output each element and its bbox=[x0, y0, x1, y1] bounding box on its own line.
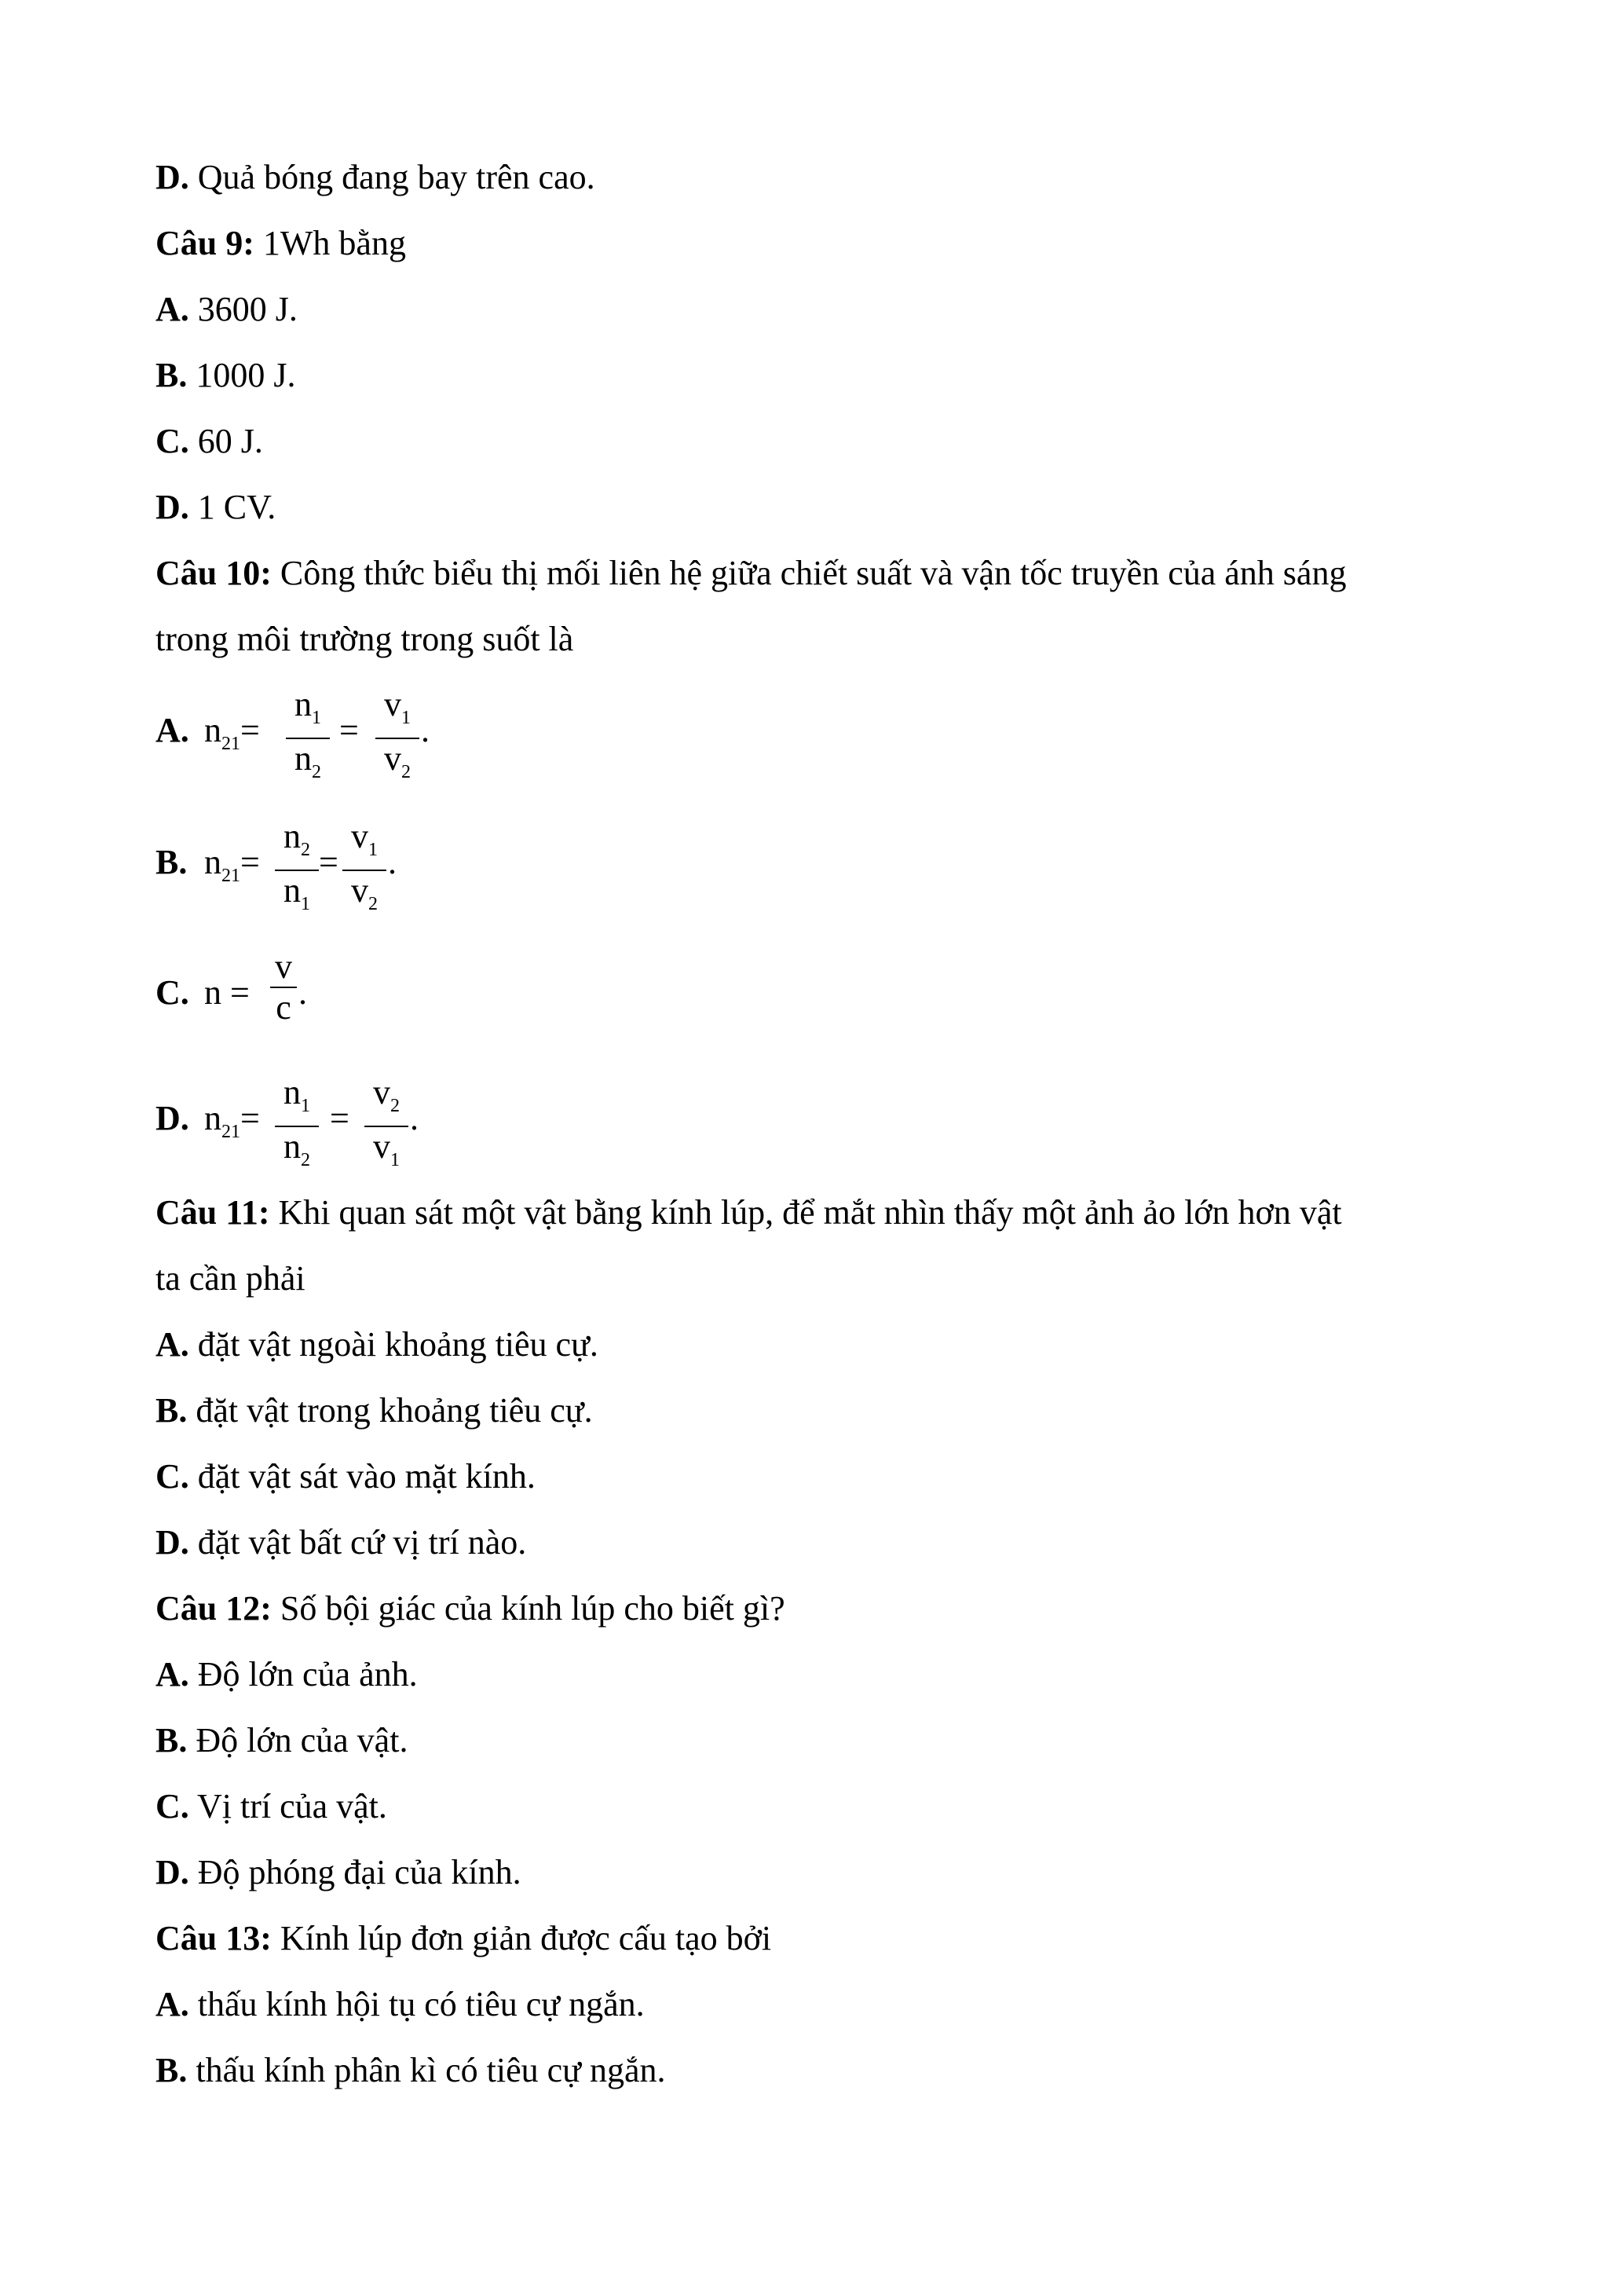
fraction: $v_1$ $v_2$ bbox=[375, 685, 419, 792]
question-text-continuation: ta cần phải bbox=[155, 1259, 305, 1298]
question-12: Câu 12: Số bội giác của kính lúp cho biết gì? bbox=[155, 1589, 785, 1628]
question-10: Câu 10: Công thức biểu thị mối liên hệ giữa chiết suất và vận tốc truyền của ánh sáng bbox=[155, 554, 1347, 592]
fraction: $n_1$ $n_2$ bbox=[286, 685, 330, 792]
option-line: A. 3600 J. bbox=[155, 290, 298, 328]
formula-lhs: $n_{21}=$ bbox=[204, 711, 260, 754]
formula-lhs: $n_{21}=$ bbox=[204, 1099, 260, 1142]
option-line: B. đặt vật trong khoảng tiêu cự. bbox=[155, 1391, 593, 1430]
option-line: B. Độ lớn của vật. bbox=[155, 1721, 408, 1760]
option-line: D. 1 CV. bbox=[155, 488, 276, 526]
option-line: D. Quả bóng đang bay trên cao. bbox=[155, 158, 595, 196]
fraction: $n_2$ $n_1$ bbox=[275, 817, 319, 924]
option-line: C. đặt vật sát vào mặt kính. bbox=[155, 1457, 536, 1496]
option-line: A. đặt vật ngoài khoảng tiêu cự. bbox=[155, 1325, 598, 1364]
fraction: $v_1$ $v_2$ bbox=[342, 817, 386, 924]
question-11: Câu 11: Khi quan sát một vật bằng kính lúp, để mắt nhìn thấy một ảnh ảo lớn hơn vật bbox=[155, 1193, 1342, 1232]
document-page: D. Quả bóng đang bay trên cao. Câu 9: 1Wh bằng A. 3600 J. B. 1000 J. C. 60 J. D. 1 CV. Câu 10: Công thức biểu thị mối liên hệ giữa chiết suất và vận tốc truyền của ánh sáng trong môi trường trong suốt là A. $n_{21}=$ $n_1$ $n_2$ = $v_1$ $v_2$ . B. $n_{21}=$ $n_2$ $n_1$ = $v_1$ $v_2$ . C. n = v c . D. $n_{21}=$ $n_1$ $n_2$ = $v_2$ $v_1$ . Câu 11: Khi quan sát một vật bằng kính lúp, để mắt nhìn thấy một ảnh ảo lớn hơn vật ta cần phải A. đặt vật ngoài khoảng tiêu cự. B. đặt vật trong khoảng tiêu cự. C. đặt vật sát vào mặt kính. D. đặt vật bất cứ vị trí nào. Câu 12: Số bội giác của kính lúp cho biết gì? A. Độ lớn của ảnh. B. Độ lớn của vật. C. Vị trí của vật. D. Độ phóng đại của kính. Câu 13: Kính lúp đơn giản được cấu tạo bởi A. thấu kính hội tụ có tiêu cự ngắn. B. thấu kính phân kì có tiêu cự ngắn. bbox=[0, 0, 1624, 2296]
option-line: A. thấu kính hội tụ có tiêu cự ngắn. bbox=[155, 1985, 645, 2023]
option-line: D. Độ phóng đại của kính. bbox=[155, 1853, 521, 1891]
fraction: v c bbox=[270, 947, 297, 1027]
fraction: $n_1$ $n_2$ bbox=[275, 1073, 319, 1180]
option-line: C. Vị trí của vật. bbox=[155, 1787, 387, 1825]
question-13: Câu 13: Kính lúp đơn giản được cấu tạo bởi bbox=[155, 1919, 772, 1957]
option-line: A. Độ lớn của ảnh. bbox=[155, 1655, 418, 1694]
fraction: $v_2$ $v_1$ bbox=[364, 1073, 408, 1180]
question-9: Câu 9: 1Wh bằng bbox=[155, 224, 406, 262]
formula-lhs: $n_{21}=$ bbox=[204, 843, 260, 886]
formula-lhs: n = bbox=[204, 973, 250, 1012]
option-line: B. thấu kính phân kì có tiêu cự ngắn. bbox=[155, 2051, 666, 2089]
option-line: B. 1000 J. bbox=[155, 356, 296, 394]
option-line: C. 60 J. bbox=[155, 422, 263, 460]
option-line: D. đặt vật bất cứ vị trí nào. bbox=[155, 1523, 527, 1562]
question-text-continuation: trong môi trường trong suốt là bbox=[155, 620, 574, 658]
